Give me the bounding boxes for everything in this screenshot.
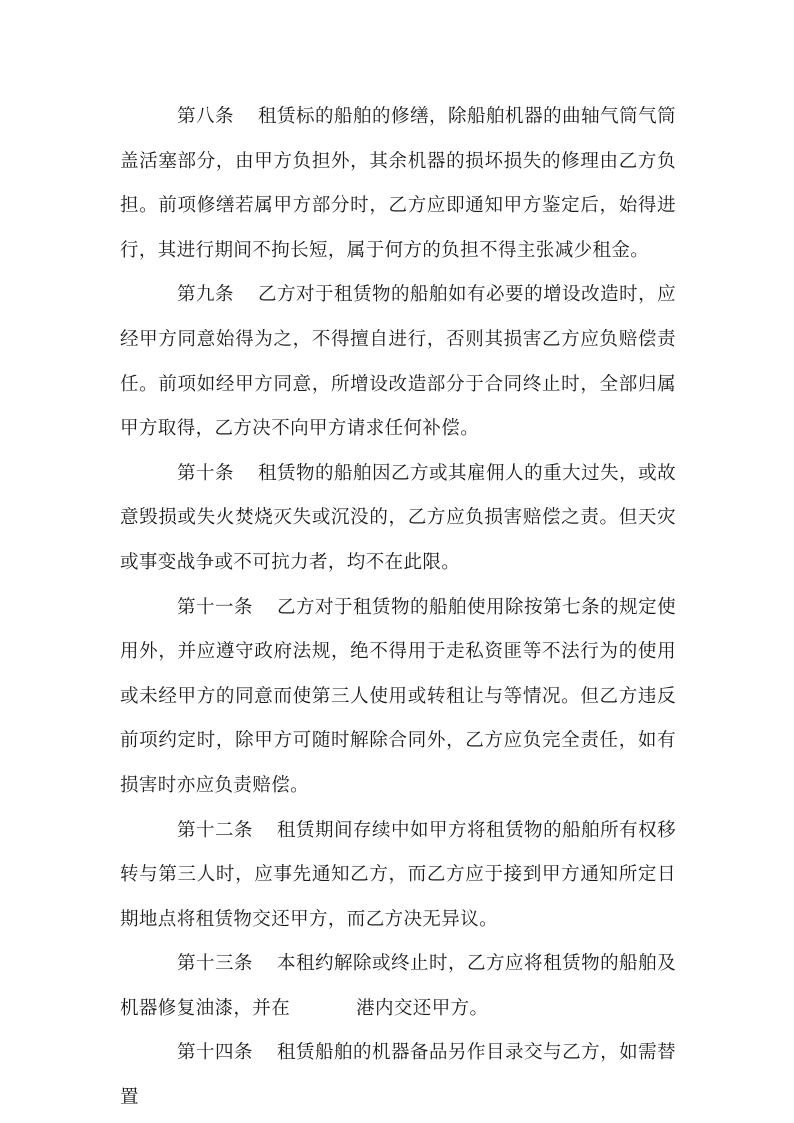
- article-number: 第八条: [177, 106, 235, 127]
- article-text-before-blank: 本租约解除或终止时，乙方应将租赁物的船舶及机器修复油漆，并在: [120, 953, 676, 1019]
- article-text: 租赁物的船舶因乙方或其雇佣人的重大过失，或故意毁损或失火焚烧灭失或沉没的，乙方应负损害赔偿之责。但天灾或事变战争或不可抗力者，均不在此限。: [120, 462, 676, 573]
- article-14: [120, 1031, 676, 1120]
- article-number: 第十条: [177, 462, 235, 484]
- article-8: [120, 95, 676, 273]
- article-number: 第十一条: [177, 596, 254, 618]
- contract-body: [120, 95, 676, 1121]
- article-number: 第十二条: [177, 819, 254, 841]
- article-12: [120, 809, 676, 943]
- article-number: 第十三条: [177, 953, 254, 975]
- article-text: 租赁标的船舶的修缮，除船舶机器的曲轴气筒气筒盖活塞部分，由甲方负担外，其余机器的损坏损失的修理由乙方负担。前项修缮若属甲方部分时，乙方应即通知甲方鉴定后，始得进行，其进行期间不拘长短，属于何方的负担不得主张减少租金。: [120, 106, 676, 261]
- article-text: 乙方对于租赁物的船舶如有必要的增设改造时，应经甲方同意始得为之，不得擅自进行，否则其损害乙方应负赔偿责任。前项如经甲方同意，所增设改造部分于合同终止时，全部归属甲方取得，乙方决不向甲方请求任何补偿。: [120, 284, 676, 440]
- article-13: [120, 942, 676, 1031]
- article-text: 租赁船舶的机器备品另作目录交与乙方，如需替置: [120, 1042, 676, 1109]
- article-text: 租赁期间存续中如甲方将租赁物的船舶所有权移转与第三人时，应事先通知乙方，而乙方应于接到甲方通知所定日期地点将租赁物交还甲方，而乙方决无异议。: [120, 819, 676, 930]
- article-11: [120, 586, 676, 809]
- article-text-after-blank: 港内交还甲方。: [356, 997, 489, 1019]
- article-number: 第十四条: [177, 1042, 254, 1064]
- article-10: [120, 452, 676, 586]
- article-text: 乙方对于租赁物的船舶使用除按第七条的规定使用外，并应遵守政府法规，绝不得用于走私资匪等不法行为的使用或未经甲方的同意而使第三人使用或转租让与等情况。但乙方违反前项约定时，除甲方可随时解除合同外，乙方应负完全责任，如有损害时亦应负责赔偿。: [120, 596, 676, 796]
- article-number: 第九条: [177, 284, 235, 306]
- article-9: [120, 273, 676, 451]
